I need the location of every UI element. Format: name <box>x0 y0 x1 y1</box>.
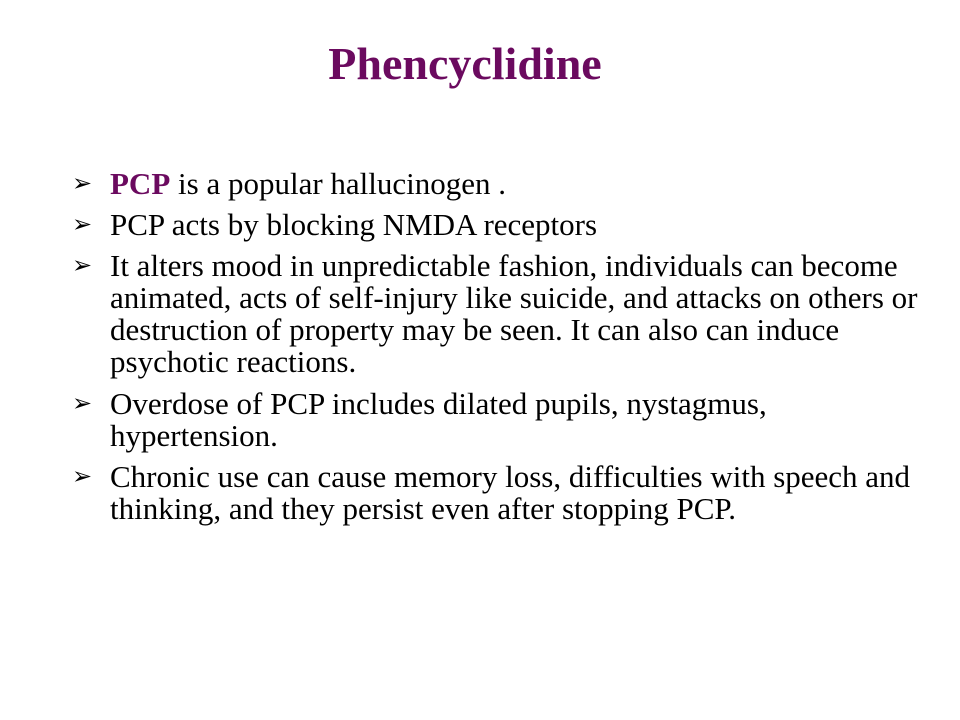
arrowhead-bullet-icon: ➢ <box>72 464 93 490</box>
bullet-item <box>72 250 932 378</box>
bullet-text: It alters mood in unpredictable fashion, individuals can become animated, acts of self-injury like suicide, and attacks on others or destruction of property may be seen. It can also can induce psychotic reactions. <box>110 248 918 379</box>
bullet-text: PCP acts by blocking NMDA receptors <box>110 207 598 242</box>
arrowhead-bullet-icon: ➢ <box>72 253 93 279</box>
bullet-text: is a popular hallucinogen . <box>170 166 507 201</box>
bullet-item <box>72 461 932 525</box>
arrowhead-bullet-icon: ➢ <box>72 212 93 238</box>
bullet-highlight: PCP <box>110 166 171 201</box>
bullet-item <box>72 168 932 200</box>
slide-title: Phencyclidine <box>328 38 602 89</box>
bullet-text: Overdose of PCP includes dilated pupils, nystagmus, hypertension. <box>110 386 767 453</box>
arrowhead-bullet-icon: ➢ <box>72 391 93 417</box>
bullet-item <box>72 209 932 241</box>
bullet-text: Chronic use can cause memory loss, difficulties with speech and thinking, and they persist even after stopping PCP. <box>110 459 911 526</box>
arrowhead-bullet-icon: ➢ <box>72 171 93 197</box>
bullet-list <box>72 168 932 534</box>
bullet-item <box>72 388 932 452</box>
